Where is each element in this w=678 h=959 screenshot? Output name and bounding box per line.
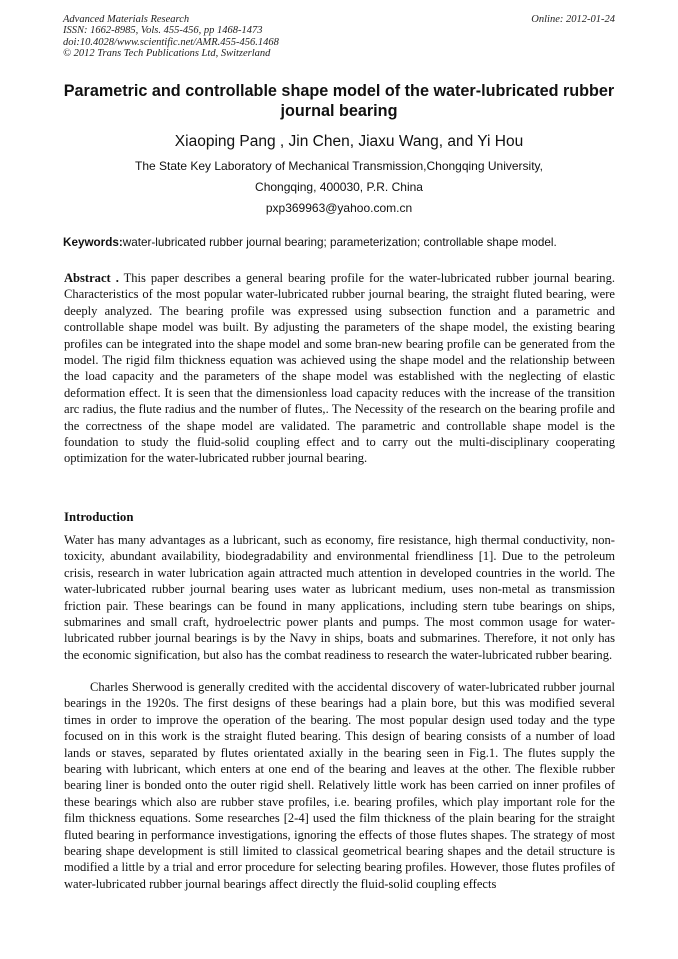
doi-line: doi:10.4028/www.scientific.net/AMR.455-456.1468 (63, 36, 279, 48)
keywords-label: Keywords: (63, 236, 123, 249)
introduction-paragraph-2: Charles Sherwood is generally credited with the accidental discovery of water-lubricated rubber journal bearings in the 1920s. The first designs of these bearings had a plain bore, but this was modified several times in order to improve the operation of the bearing. The most popular design used today and the type focused on in this work is the straight fluted bearing. This design of bearing consists of a number of load lands or staves, separated by flutes orientated axially in the bearing seen in Fig.1. The flutes supply the bearing with lubricant, which enters at one end of the bearing and leaves at the other. The flexible rubber bearing liner is bonded onto the outer rigid shell. Relatively little work has been carried on inner profiles of these bearings which also are rubber stave profiles, i.e. bearing profiles, which play important role for the film thickness equations. Some researches [2-4] used the film thickness of the plain bearing for the straight fluted bearing in performance investigations, ignoring the effects of those flutes shapes. The strategy of most bearing shape development is still limited to classical geometrical bearing shapes and the detail structure is modified a little by a trial and error procedure for selecting bearing profiles. However, those flutes profiles of water-lubricated rubber journal bearings affect directly the fluid-solid coupling effects (64, 680, 615, 891)
abstract (64, 270, 615, 467)
journal-name: Advanced Materials Research (63, 14, 190, 25)
affiliation-line-2: Chongqing, 400030, P.R. China (255, 180, 423, 194)
abstract-label: Abstract . (64, 271, 119, 285)
journal-header (63, 14, 615, 60)
issn-line: ISSN: 1662-8985, Vols. 455-456, pp 1468-1473 (63, 25, 263, 37)
author-email: pxp369963@yahoo.com.cn (265, 201, 413, 215)
introduction-paragraph-1: Water has many advantages as a lubricant, such as economy, fire resistance, high thermal conductivity, non-toxicity, abundant availability, biodegradability and environmental friendliness [1]. Due to the petroleum crisis, research in water lubrication again attracted much attention in developed countries in the world. The water-lubricated rubber journal bearing uses water as lubricant medium, uses non-metal as transmission friction pair. These bearings can be found in many applications, including stern tube bearings on ships, submarines and small craft, hydroelectric power plants and pumps. The most common usage for water-lubricated rubber journal bearings is by the Navy in ships, boats and submarines. Therefore, it not only has the economic signification, but also has the combat readiness to research the water-lubricated rubber bearing. (64, 533, 615, 662)
keywords-text: water-lubricated rubber journal bearing; parameterization; controllable shape model. (122, 236, 557, 249)
section-heading-introduction: Introduction (64, 510, 134, 524)
affiliation-line-1: The State Key Laboratory of Mechanical Transmission,Chongqing University, (135, 159, 543, 173)
online-date: Online: 2012-01-24 (531, 14, 615, 25)
abstract-text: This paper describes a general bearing profile for the water-lubricated rubber journal bearing. Characteristics of the most popular water-lubricated rubber journal bearing, the straight fluted bearing, were deeply analyzed. The bearing profile was expressed using subsection function and a parametric and controllable shape model was built. By adjusting the parameters of the shape model, the existing bearing profiles can be integrated into the shape model and some bran-new bearing profile can be generated from the model. The rigid film thickness equation was achieved using the shape model and the relationship between the load capacity and the parameters of the shape model was established with the neglecting of elastic deformation effect. It is seen that the dimensionless load capacity reduces with the increase of the transition arc radius, the flute radius and the number of flutes,. The Necessity of the research on the bearing profile and the correctness of the shape model are validated. The parametric and controllable shape model is the foundation to study the fluid-solid coupling effect and to carry out the multi-disciplinary cooperating optimization for the water-lubricated rubber journal bearing. (64, 271, 615, 466)
authors: Xiaoping Pang , Jin Chen, Jiaxu Wang, and Yi Hou (174, 133, 524, 150)
paper-title: Parametric and controllable shape model of the water-lubricated rubber journal bearing (63, 82, 615, 120)
keywords (63, 236, 618, 249)
copyright-line: © 2012 Trans Tech Publications Ltd, Switzerland (63, 48, 271, 60)
